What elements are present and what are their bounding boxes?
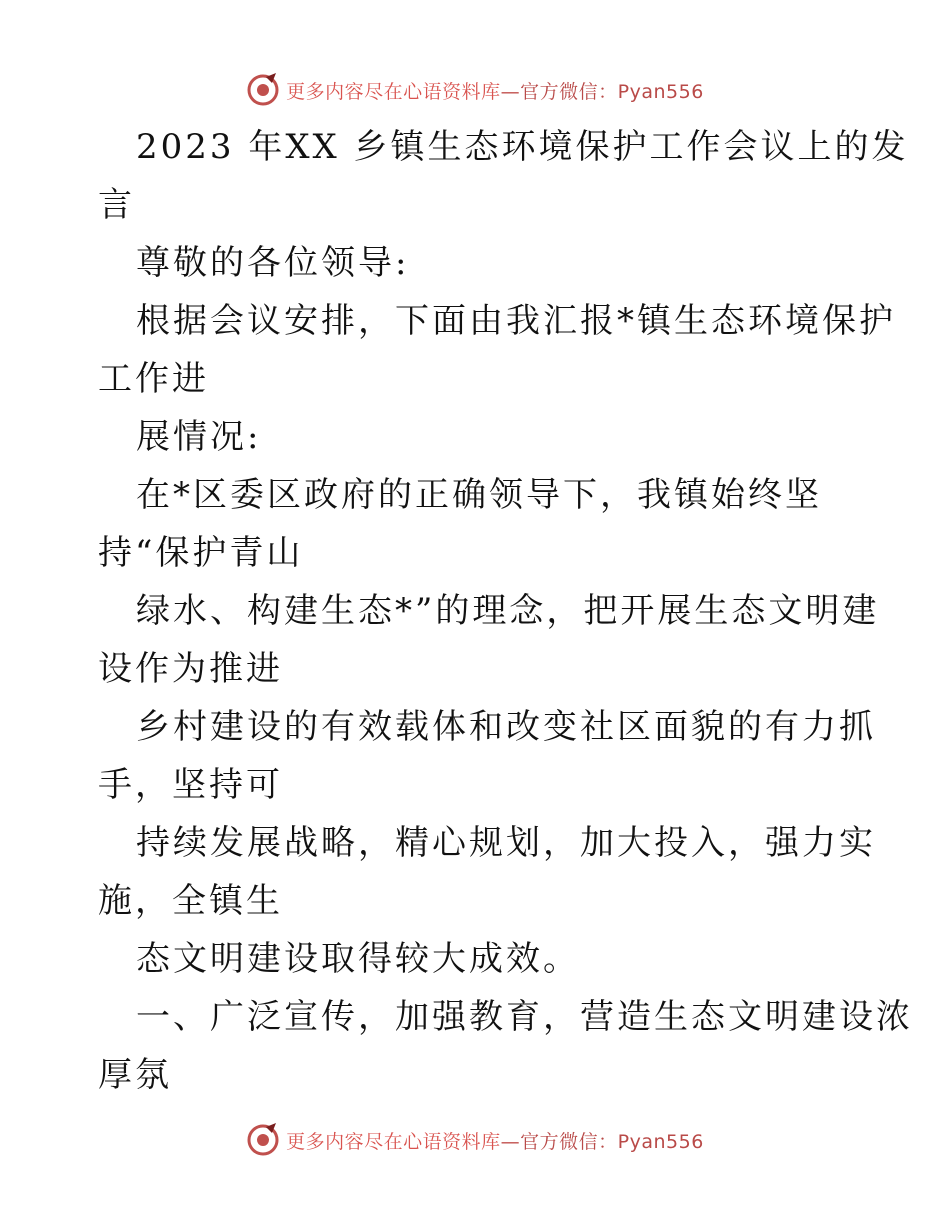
text-line: 尊敬的各位领导: xyxy=(136,243,410,283)
logo-icon xyxy=(246,1123,280,1157)
text-line: 手，坚持可 xyxy=(98,765,283,805)
watermark-wechat-text: 官方微信：Pyan556 xyxy=(520,1130,704,1153)
text-line: 工作进 xyxy=(98,359,209,399)
watermark-wechat-text: 官方微信：Pyan556 xyxy=(520,80,704,103)
text-line: 设作为推进 xyxy=(98,649,283,689)
text-line: 施，全镇生 xyxy=(98,881,283,921)
text-line: 持“保护青山 xyxy=(98,533,304,573)
text-line: 根据会议安排，下面由我汇报*镇生态环境保护 xyxy=(136,301,896,341)
text-line: 厚氛 xyxy=(98,1055,172,1095)
text-line: 一、广泛宣传，加强教育，营造生态文明建设浓 xyxy=(136,997,913,1037)
footer-watermark xyxy=(0,1120,950,1160)
text-line: 绿水、构建生态*”的理念，把开展生态文明建 xyxy=(136,591,880,631)
watermark-dash: — xyxy=(500,80,521,103)
text-line: 言 xyxy=(98,185,135,225)
watermark-site-text: 更多内容尽在心语资料库 xyxy=(286,1130,501,1153)
text-line: 2023 年XX 乡镇生态环境保护工作会议上的发 xyxy=(136,127,909,167)
document-body xyxy=(98,118,913,1104)
text-line: 态文明建设取得较大成效。 xyxy=(136,939,580,979)
text-line: 展情况: xyxy=(136,417,262,457)
text-line: 在*区委区政府的正确领导下，我镇始终坚 xyxy=(136,475,822,515)
text-line: 乡村建设的有效载体和改变社区面貌的有力抓 xyxy=(136,707,876,747)
logo-icon xyxy=(246,73,280,107)
watermark-dash: — xyxy=(500,1130,521,1153)
text-line: 持续发展战略，精心规划，加大投入，强力实 xyxy=(136,823,876,863)
watermark-site-text: 更多内容尽在心语资料库 xyxy=(286,80,501,103)
header-watermark xyxy=(0,70,950,110)
